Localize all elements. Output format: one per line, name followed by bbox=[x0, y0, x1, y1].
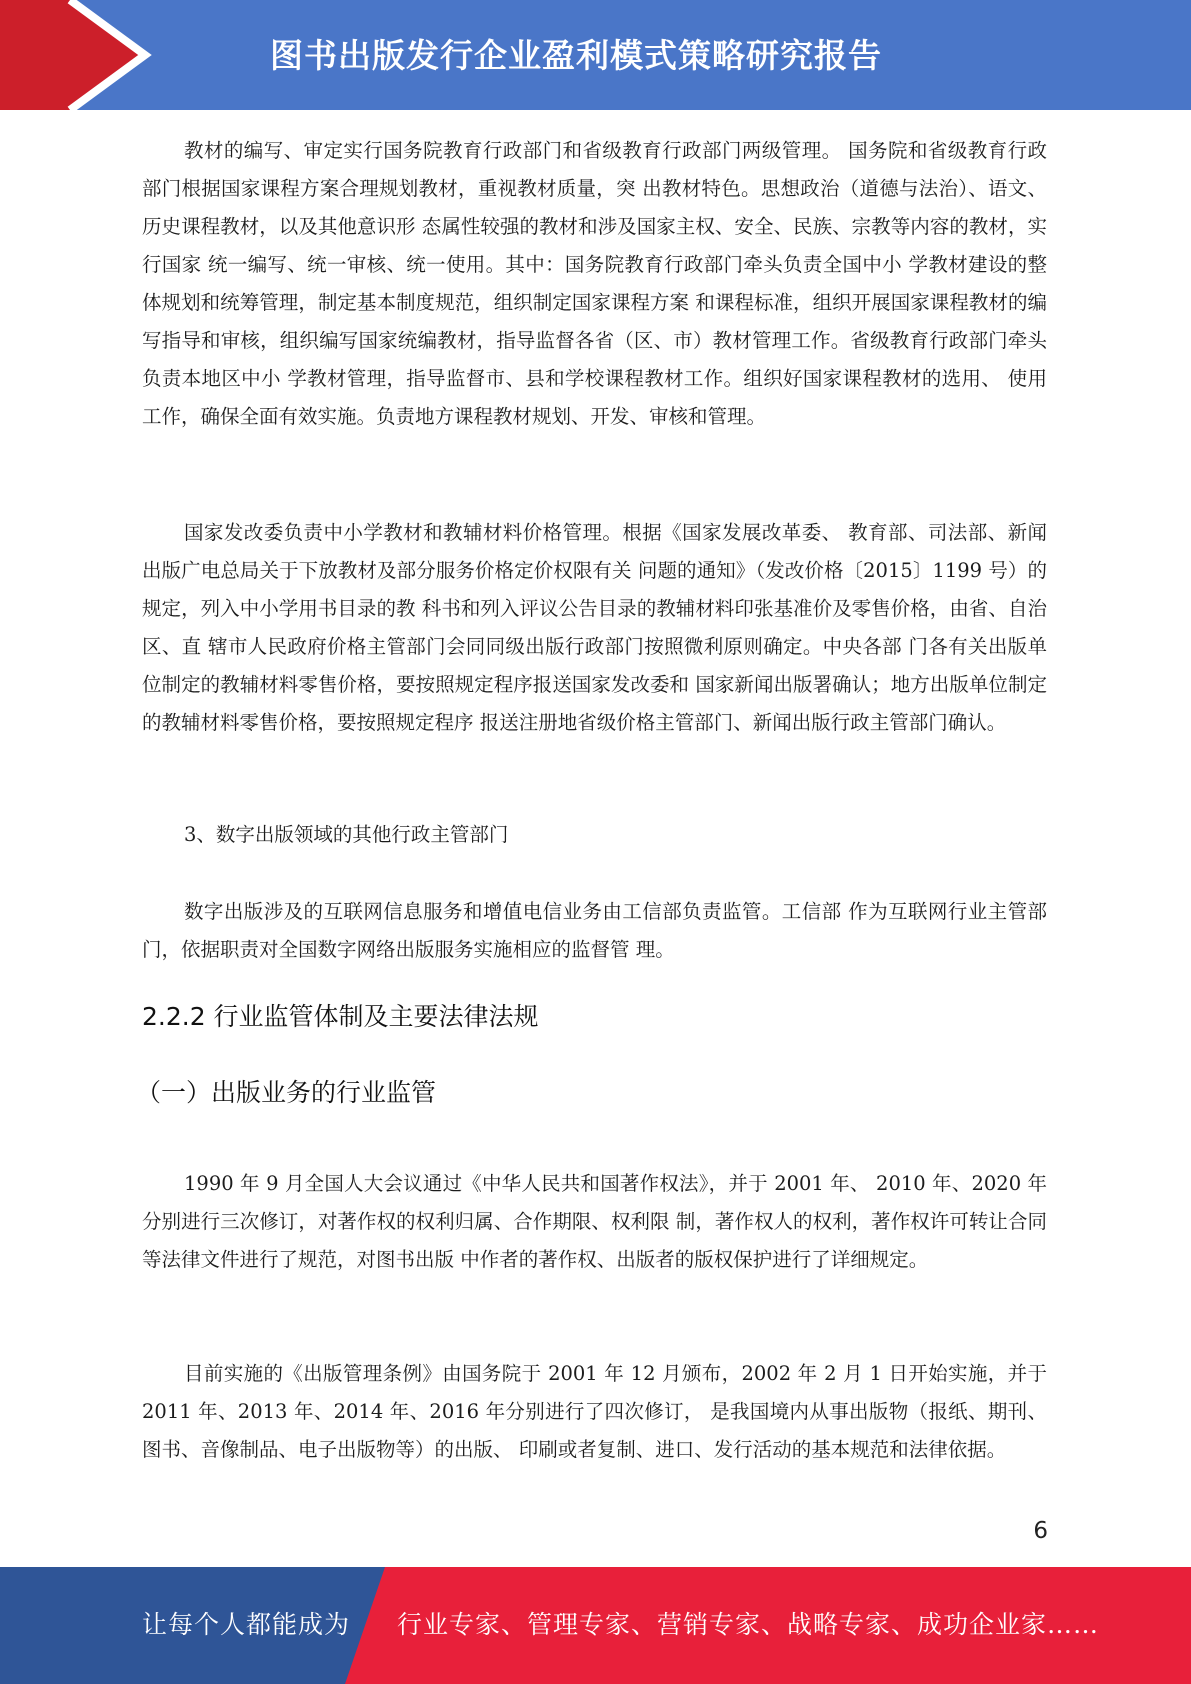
section-heading: 2.2.2 行业监管体制及主要法律法规 bbox=[142, 1002, 539, 1031]
page-number: 6 bbox=[1033, 1518, 1048, 1544]
page-header-banner bbox=[0, 0, 1191, 110]
paragraph-digital-heading: 3、数字出版领域的其他行政主管部门 bbox=[184, 823, 509, 846]
page-footer-banner bbox=[0, 1567, 1191, 1684]
paragraph-textbook-management: 教材的编写、审定实行国务院教育行政部门和省级教育行政部门两级管理。 国务院和省级教育行政部门根据国家课程方案合理规划教材，重视教材质量，突 出教材特色。思想政治（道德与法治）、语文、历史课程教材，以及其他意识形 态属性较强的教材和涉及国家主权、安全、民族、宗教等内容的教材，实行国家 统一编写、统一审核、统一使用。其中：国务院教育行政部门牵头负责全国中小 学教材建设的整体规划和统筹管理，制定基本制度规范，组织制定国家课程方案 和课程标准，组织开展国家课程教材的编写指导和审核，组织编写国家统编教材，指导监督各省（区、市）教材管理工作。省级教育行政部门牵头负责本地区中小 学教材管理，指导监督市、县和学校课程教材工作。组织好国家课程教材的选用、 使用工作，确保全面有效实施。负责地方课程教材规划、开发、审核和管理。 bbox=[142, 139, 1047, 428]
paragraph-copyright-law: 1990 年 9 月全国人大会议通过《中华人民共和国著作权法》，并于 2001 年、 2010 年、2020 年分别进行三次修订，对著作权的权利归属、合作期限、权利限 制，著作权人的权利，著作权许可转让合同等法律文件进行了规范，对图书出版 中作者的著作权、出版者的版权保护进行了详细规定。 bbox=[142, 1172, 1047, 1271]
footer-slogan-left: 让每个人都能成为 bbox=[142, 1610, 351, 1639]
subsection-heading: （一）出版业务的行业监管 bbox=[136, 1078, 437, 1107]
footer-slogan-right: 行业专家、管理专家、营销专家、战略专家、成功企业家…… bbox=[397, 1610, 1100, 1639]
header-red-arrow bbox=[0, 0, 145, 110]
paragraph-publishing-regulation: 目前实施的《出版管理条例》由国务院于 2001 年 12 月颁布，2002 年 2 月 1 日开始实施，并于 2011 年、2013 年、2014 年、2016 年分别进行了四次修订， 是我国境内从事出版物（报纸、期刊、图书、音像制品、电子出版物等）的出版、 印刷或者复制、进口、发行活动的基本规范和法律依据。 bbox=[142, 1362, 1047, 1461]
paragraph-digital-supervision: 数字出版涉及的互联网信息服务和增值电信业务由工信部负责监管。工信部 作为互联网行业主管部门，依据职责对全国数字网络出版服务实施相应的监督管 理。 bbox=[142, 900, 1047, 961]
report-title: 图书出版发行企业盈利模式策略研究报告 bbox=[270, 36, 882, 75]
paragraph-price-management: 国家发改委负责中小学教材和教辅材料价格管理。根据《国家发展改革委、 教育部、司法部、新闻出版广电总局关于下放教材及部分服务价格定价权限有关 问题的通知》（发改价格〔2015〕1199 号）的规定，列入中小学用书目录的教 科书和列入评议公告目录的教辅材料印张基准价及零售价格，由省、自治区、直 辖市人民政府价格主管部门会同同级出版行政部门按照微利原则确定。中央各部 门各有关出版单位制定的教辅材料零售价格，要按照规定程序报送国家发改委和 国家新闻出版署确认；地方出版单位制定的教辅材料零售价格，要按照规定程序 报送注册地省级价格主管部门、新闻出版行政主管部门确认。 bbox=[142, 521, 1047, 734]
